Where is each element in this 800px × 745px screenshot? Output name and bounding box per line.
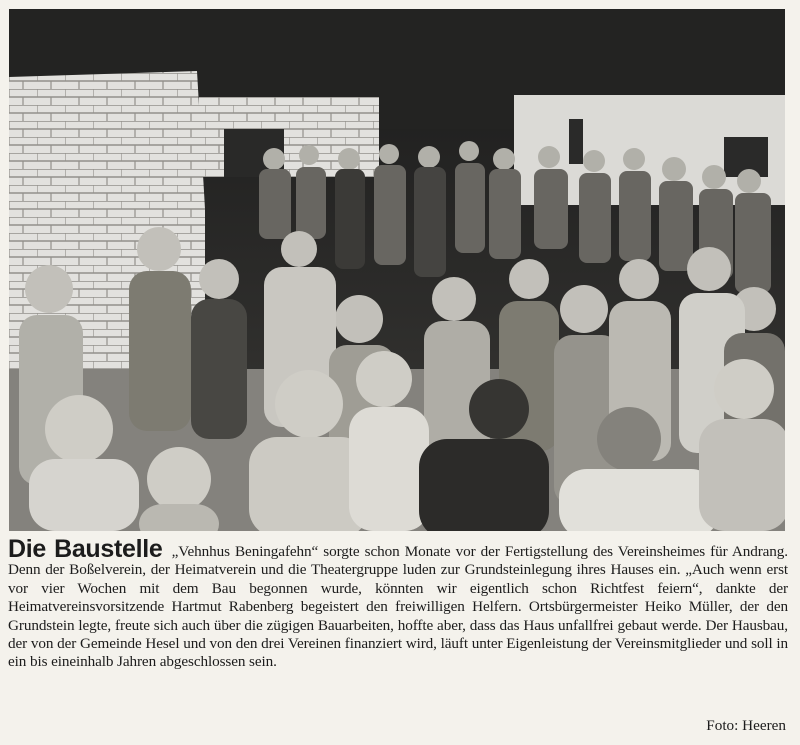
photo-caption	[8, 535, 788, 672]
photo-illustration	[9, 9, 785, 531]
press-photo-construction-site	[9, 9, 785, 531]
caption-body: „Vehnhus Beningafehn“ sorgte schon Monate vor der Fertigstellung des Vereinsheimes für Andrang. Denn der Boßelverein, der Heimatverein und die Theatergruppe luden zur Grundsteinlegung ihres Hauses ein. „Auch wenn erst vor vier Wochen mit dem Bau begonnen wurde, könnten wir eigentlich schon Richtfest feiern“, dankte der Heimatvereinsvorsitzende Hartmut Rabenberg begeistert den freiwilligen Helfern. Ortsbürgermeister Heiko Müller, der den Grundstein legte, freute sich auch über die zügigen Bauarbeiten, hoffte aber, dass das Haus unfallfrei gebaut werde. Der Hausbau, der von der Gemeinde Hesel und von den drei Vereinen finanziert wird, läuft unter Eigenleistung der Vereinsmitglieder und soll in ein bis eineinhalb Jahren abgeschlossen sein.	[8, 543, 788, 671]
caption-headline: Die Baustelle	[8, 535, 163, 563]
photo-credit: Foto: Heeren	[706, 717, 786, 734]
